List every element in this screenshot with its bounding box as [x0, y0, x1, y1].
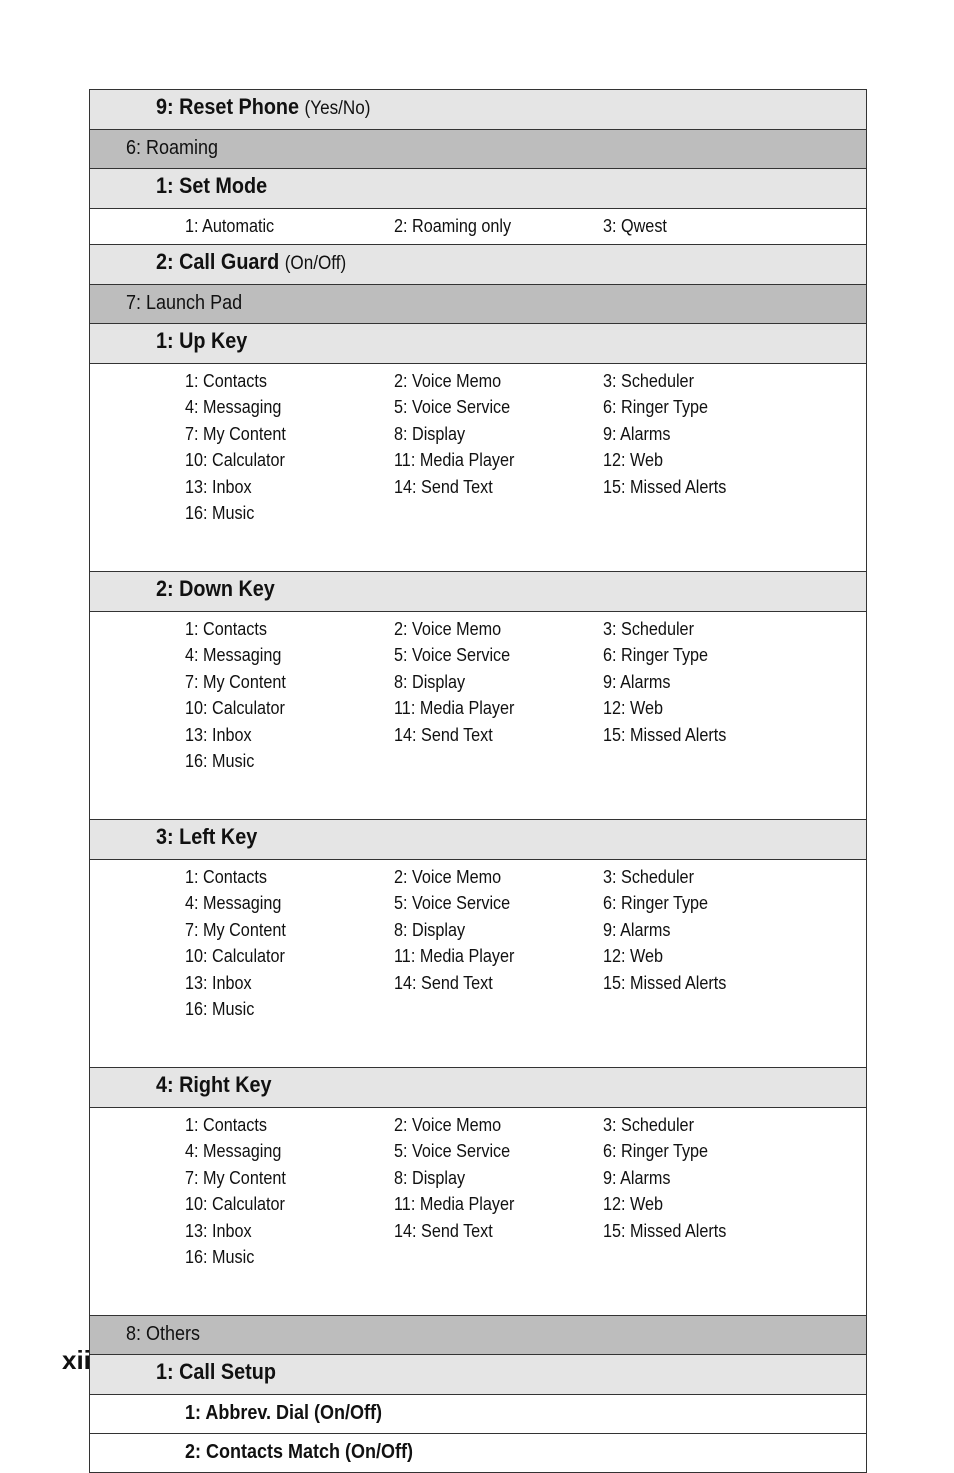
menu-item-row: [90, 90, 866, 130]
menu-table: [89, 89, 867, 1473]
menu-section-row: [90, 285, 866, 324]
option-item: 16: Music: [185, 503, 255, 523]
option-item: 12: Web: [603, 698, 664, 719]
submenu-item-label: 1: Abbrev. Dial (On/Off): [185, 1402, 383, 1424]
option-item: 10: Calculator: [185, 698, 285, 719]
option-item: 15: Missed Alerts: [603, 972, 727, 993]
option-item: 13: Inbox: [185, 724, 252, 745]
option-item: 12: Web: [603, 1194, 664, 1215]
option-item: 11: Media Player: [394, 450, 515, 471]
menu-item-row: [90, 1355, 866, 1395]
menu-item-title: 9: Reset Phone: [156, 94, 300, 119]
submenu-item-label: 2: Contacts Match (On/Off): [185, 1441, 414, 1463]
option-item: 11: Media Player: [394, 698, 515, 719]
option-item: 14: Send Text: [394, 1220, 493, 1241]
option-item: 9: Alarms: [603, 1167, 671, 1188]
menu-item-row: [90, 572, 866, 612]
menu-item-title: 3: Left Key: [156, 824, 258, 849]
option-item: 7: My Content: [185, 423, 286, 444]
option-item: 2: Voice Memo: [394, 1115, 502, 1135]
menu-section-row: [90, 1316, 866, 1355]
menu-item-title: 1: Up Key: [156, 328, 248, 353]
option-item: 8: Display: [394, 919, 466, 940]
menu-item-label: [156, 576, 275, 602]
option-item: 2: Voice Memo: [394, 867, 502, 887]
menu-item-row: [90, 245, 866, 285]
menu-item-note: (On/Off): [284, 253, 347, 274]
option-item: 14: Send Text: [394, 724, 493, 745]
option-item: 10: Calculator: [185, 946, 285, 967]
option-item: 5: Voice Service: [394, 645, 511, 666]
option-item: 8: Display: [394, 671, 466, 692]
option-item: 14: Send Text: [394, 476, 493, 497]
option-item: 8: Display: [394, 1167, 466, 1188]
option-item: 9: Alarms: [603, 671, 671, 692]
option-item: 16: Music: [185, 1247, 255, 1267]
option-item: 3: Scheduler: [603, 1115, 694, 1135]
option-item: 3: Scheduler: [603, 619, 694, 639]
option-item: 6: Ringer Type: [603, 397, 709, 418]
option-item: 6: Ringer Type: [603, 645, 709, 666]
menu-item-title: 2: Down Key: [156, 576, 275, 601]
menu-item-title: 2: Call Guard: [156, 249, 280, 274]
option-item: 7: My Content: [185, 919, 286, 940]
option-item: 6: Ringer Type: [603, 893, 709, 914]
option-item: 10: Calculator: [185, 1194, 285, 1215]
option-item: 3: Scheduler: [603, 867, 694, 887]
option-item: 4: Messaging: [185, 893, 282, 914]
menu-item-row: [90, 169, 866, 209]
option-item: 12: Web: [603, 450, 664, 471]
menu-section-label: 7: Launch Pad: [126, 292, 243, 314]
option-item: 4: Messaging: [185, 645, 282, 666]
option-item: 1: Automatic: [185, 216, 275, 236]
option-item: 9: Alarms: [603, 423, 671, 444]
options-block: [90, 364, 866, 572]
menu-item-label: [156, 824, 257, 850]
menu-item-label: [156, 249, 346, 277]
menu-item-title: 4: Right Key: [156, 1072, 272, 1097]
options-block: [90, 1108, 866, 1316]
menu-section-label: 8: Others: [126, 1323, 201, 1345]
option-item: 11: Media Player: [394, 1194, 515, 1215]
option-item: 2: Roaming only: [394, 216, 512, 236]
menu-item-title: 1: Set Mode: [156, 173, 268, 198]
option-item: 4: Messaging: [185, 397, 282, 418]
option-item: 12: Web: [603, 946, 664, 967]
page-number: xii: [62, 1345, 91, 1375]
option-item: 4: Messaging: [185, 1141, 282, 1162]
option-item: 1: Contacts: [185, 1115, 267, 1135]
option-item: 2: Voice Memo: [394, 619, 502, 639]
submenu-item-row: [90, 1395, 866, 1434]
menu-section-row: [90, 130, 866, 169]
option-item: 1: Contacts: [185, 867, 267, 887]
menu-item-label: [156, 1072, 272, 1098]
menu-item-label: [156, 328, 247, 354]
menu-item-label: [156, 173, 267, 199]
options-block: [90, 612, 866, 820]
menu-section-label: 6: Roaming: [126, 137, 219, 159]
option-item: 5: Voice Service: [394, 397, 511, 418]
option-item: 13: Inbox: [185, 972, 252, 993]
option-item: 8: Display: [394, 423, 466, 444]
option-item: 10: Calculator: [185, 450, 285, 471]
menu-item-row: [90, 820, 866, 860]
menu-item-note: (Yes/No): [304, 98, 371, 119]
option-item: 3: Qwest: [603, 216, 667, 236]
option-item: 11: Media Player: [394, 946, 515, 967]
option-item: 15: Missed Alerts: [603, 724, 727, 745]
menu-item-row: [90, 1068, 866, 1108]
option-item: 7: My Content: [185, 671, 286, 692]
option-item: 15: Missed Alerts: [603, 476, 727, 497]
option-item: 1: Contacts: [185, 619, 267, 639]
option-item: 7: My Content: [185, 1167, 286, 1188]
menu-item-label: [156, 94, 370, 122]
option-item: 16: Music: [185, 751, 255, 771]
menu-item-row: [90, 324, 866, 364]
options-block: [90, 209, 866, 245]
option-item: 16: Music: [185, 999, 255, 1019]
option-item: 1: Contacts: [185, 371, 267, 391]
option-item: 3: Scheduler: [603, 371, 694, 391]
option-item: 15: Missed Alerts: [603, 1220, 727, 1241]
option-item: 5: Voice Service: [394, 1141, 511, 1162]
option-item: 9: Alarms: [603, 919, 671, 940]
menu-item-label: [156, 1359, 276, 1385]
option-item: 2: Voice Memo: [394, 371, 502, 391]
menu-item-title: 1: Call Setup: [156, 1359, 276, 1384]
option-item: 14: Send Text: [394, 972, 493, 993]
option-item: 13: Inbox: [185, 1220, 252, 1241]
option-item: 13: Inbox: [185, 476, 252, 497]
options-block: [90, 860, 866, 1068]
submenu-item-row: [90, 1434, 866, 1473]
option-item: 5: Voice Service: [394, 893, 511, 914]
option-item: 6: Ringer Type: [603, 1141, 709, 1162]
